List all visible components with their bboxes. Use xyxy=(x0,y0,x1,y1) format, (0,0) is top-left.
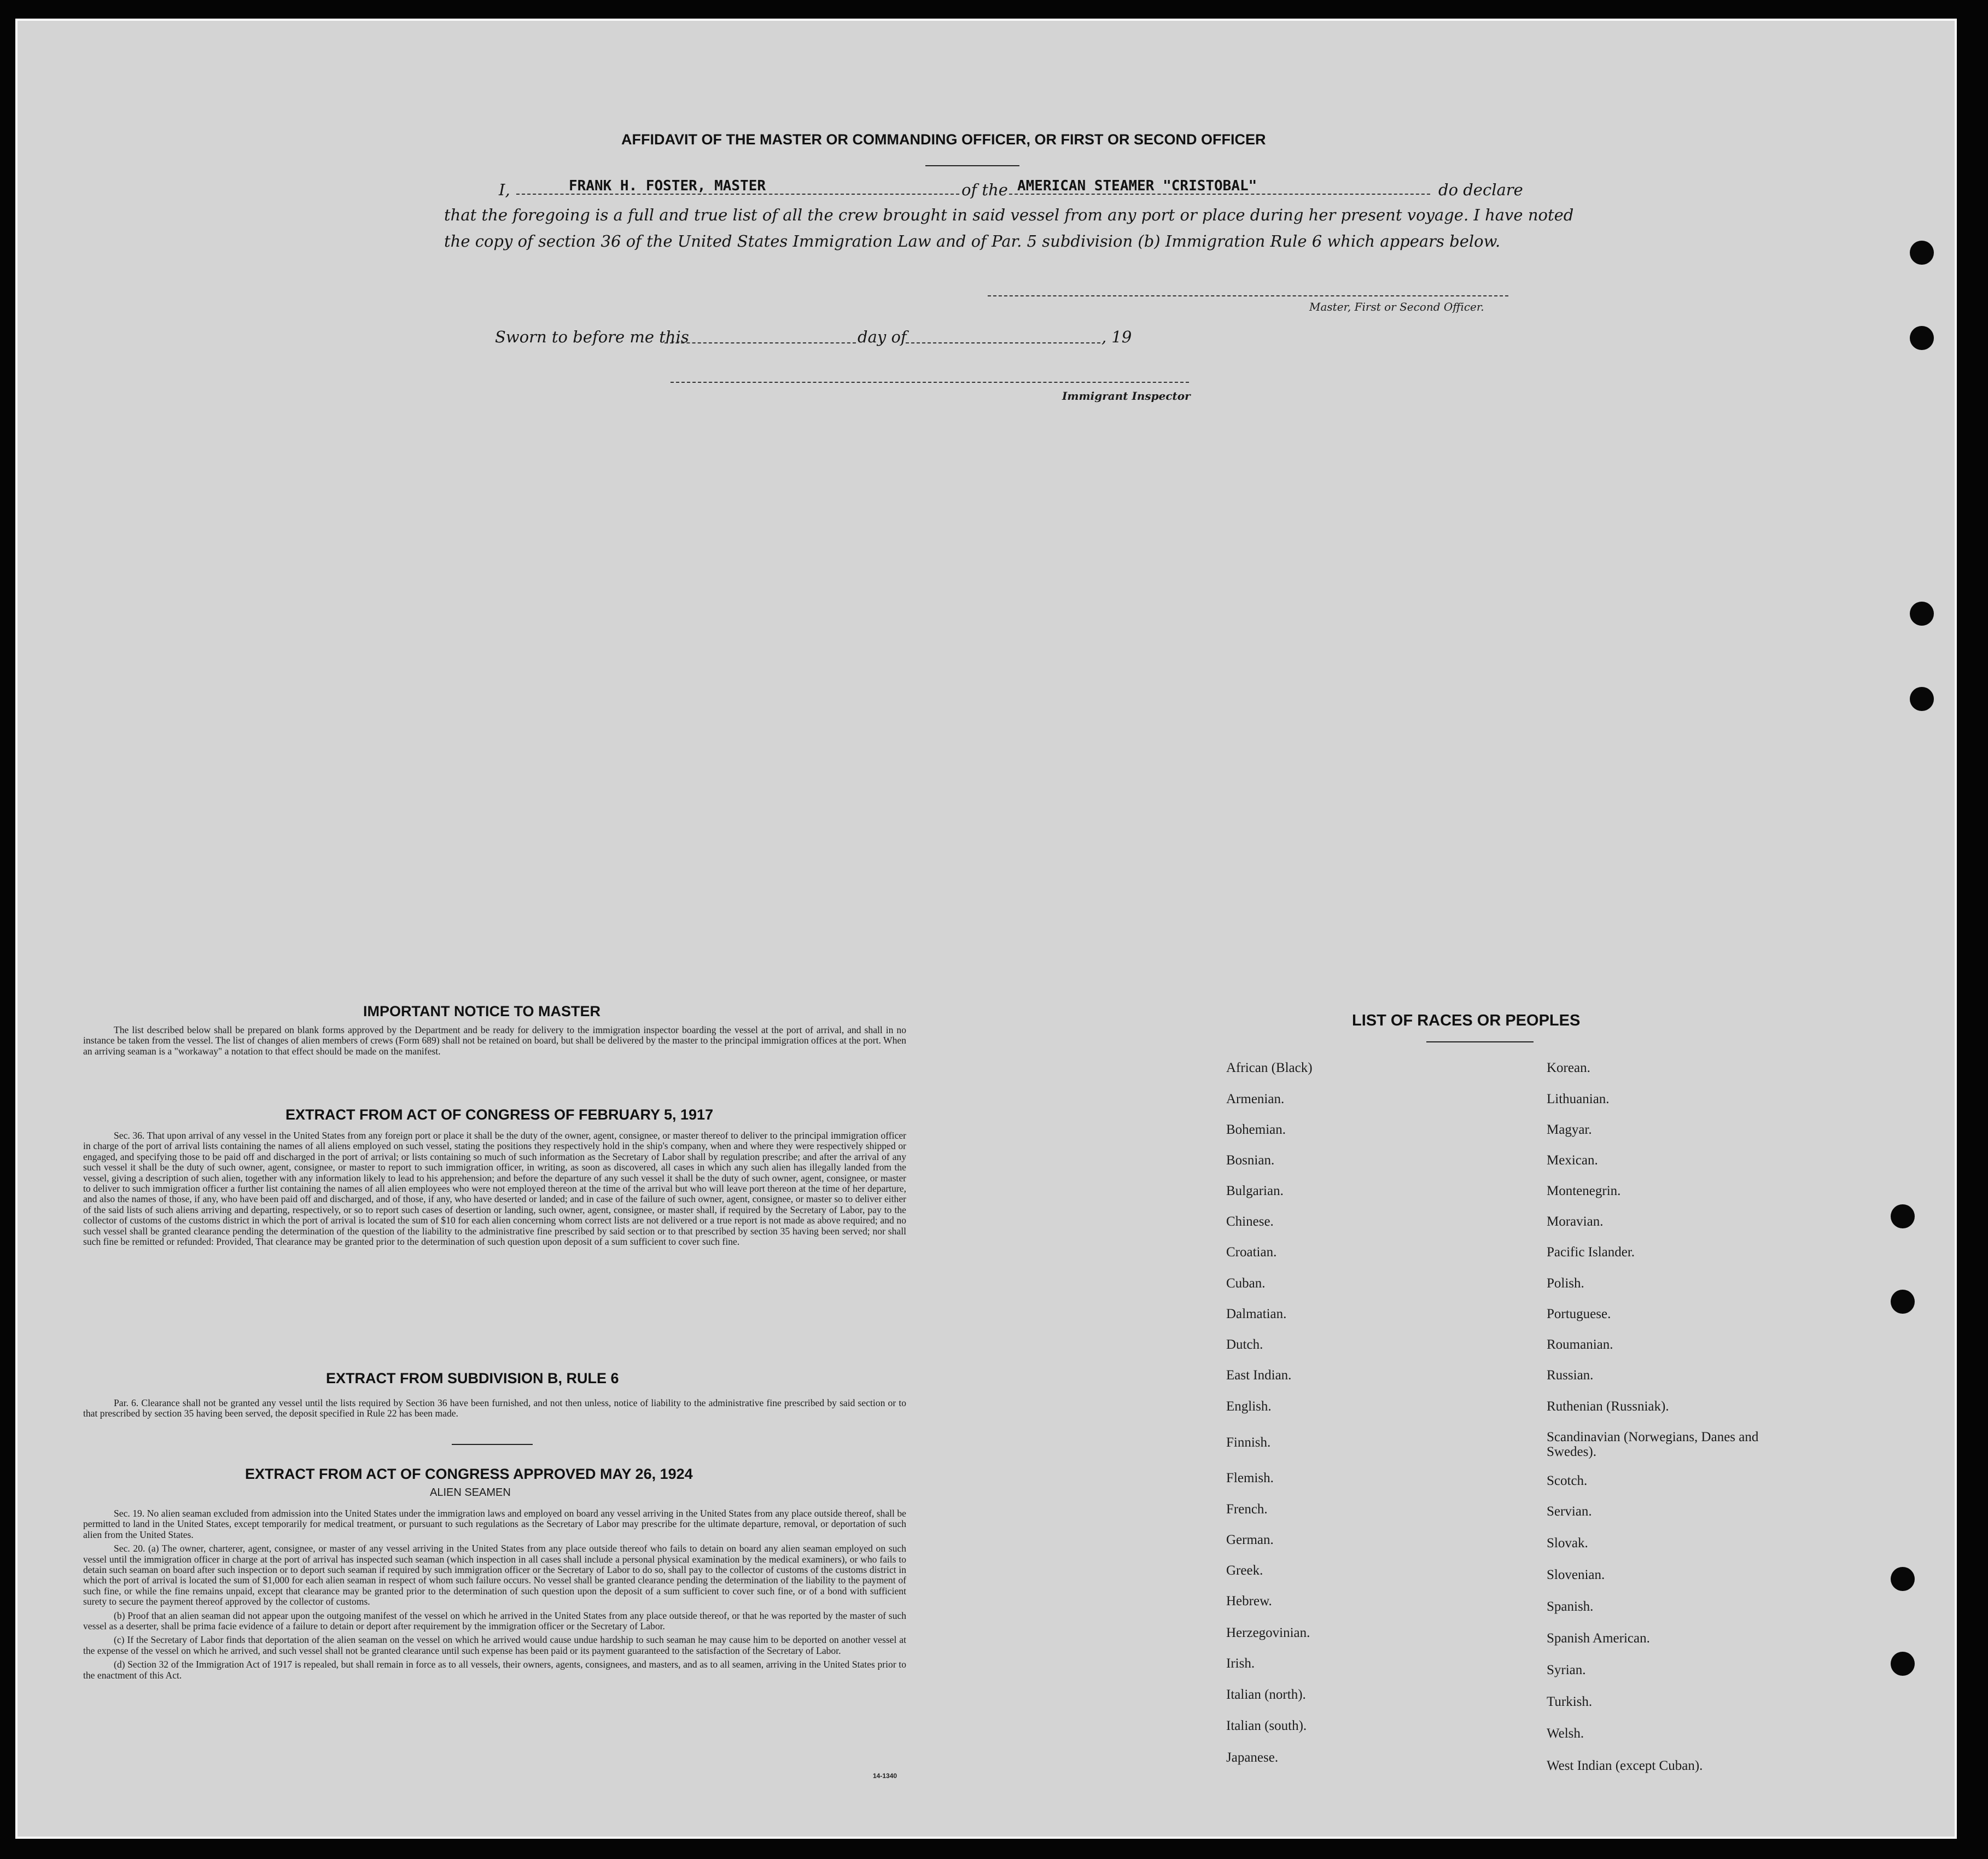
race-list-item: Greek. xyxy=(1226,1563,1263,1578)
race-list-item: Scotch. xyxy=(1547,1473,1588,1488)
race-list-item: Moravian. xyxy=(1547,1214,1604,1229)
extract-1917-text xyxy=(83,1130,906,1247)
notice-text xyxy=(83,1025,906,1057)
year-label: , 19 xyxy=(1101,328,1132,346)
race-list-item: Welsh. xyxy=(1547,1726,1584,1741)
race-list-item: West Indian (except Cuban). xyxy=(1547,1758,1703,1773)
sec-19-paragraph: Sec. 19. No alien seaman excluded from admission into the United States under the immigration laws and employed on board any vessel arriving in the United States from any place outside thereof, shall be permitted to land in the United States, except temporarily for medical treatment, or pursuant to such regulations as the Secretary of Labor may prescribe for the ultimate departure, removal, or deportation of such alien from the United States. xyxy=(83,1508,906,1540)
sec-36-paragraph: Sec. 36. That upon arrival of any vessel in the United States from any foreign port or place it shall be the duty of the owner, agent, consignee, or master thereof to deliver to the principal immigration officer in charge of the port of arrival lists containing the names of all aliens employed on such vessel, stating the positions they respectively hold in the ship's company, when and where they were respectively shipped or engaged, and specifying those to be paid off and discharged in the port of arrival; or lists containing so much of such information as the Secretary of Labor shall by regulation prescribe; and after the arrival of any such vessel it shall be the duty of such owner, agent, consignee, or master to report to such immigration officer, in writing, as soon as discovered, all cases in which any such alien has illegally landed from the vessel, giving a description of such alien, together with any information likely to lead to his apprehension; and before the departure of any such vessel it shall be the duty of such owner, agent, consignee, or master to deliver to such immigration officer a further list containing the names of all alien employees who were not employed thereon at the time of the arrival but who will leave port thereon at the time of her departure, and also the names of those, if any, who have been paid off and discharged, and of those, if any, who have deserted or landed; and in case of the failure of such owner, agent, consignee, or master so to deliver either of the said lists of such aliens arriving and departing, respectively, or so to report such cases of desertion or landing, such owner, agent, consignee, or master shall, if required by the Secretary of Labor, pay to the collector of customs of the customs district in which the port of arrival is located the sum of $10 for each alien concerning whom correct lists are not delivered or a true report is not made as above required; and no such vessel shall be granted clearance pending the determination of the question of the liability to the administrative fine prescribed by said section or to that prescribed by section 35 having been served; nor shall such fine be remitted or refunded: Provided, That clearance may be granted prior to the determination of such question upon deposit of a sum sufficient to cover such fine. xyxy=(83,1130,906,1248)
inspector-caption: Immigrant Inspector xyxy=(1062,389,1191,403)
race-list-item: Mexican. xyxy=(1547,1153,1598,1168)
sworn-month-line xyxy=(906,342,1100,343)
signature-caption: Master, First or Second Officer. xyxy=(1309,300,1484,313)
race-list-item: Chinese. xyxy=(1226,1214,1274,1229)
race-list-item: Korean. xyxy=(1547,1060,1590,1075)
race-list-item: Pacific Islander. xyxy=(1547,1245,1635,1260)
race-list-item: German. xyxy=(1226,1532,1274,1547)
race-list-item: Bohemian. xyxy=(1226,1122,1286,1137)
race-list-item: Japanese. xyxy=(1226,1750,1279,1765)
race-list-item: Italian (south). xyxy=(1226,1718,1307,1733)
sec-20a-paragraph: Sec. 20. (a) The owner, charterer, agent, consignee, or master of any vessel arriving in the United States from any place outside thereof who fails to detain on board any alien seaman employed on such vessel until the immigration officer in charge at the port of arrival has inspected such seaman (which inspection in all cases shall include a personal physical examination by the medical examiners), or who fails to detain such seaman on board after such inspection or to deport such seaman if required by such immigration officer or the Secretary of Labor to do so, shall pay to the collector of customs of the customs district in which the port of arrival is located the sum of $1,000 for each alien seaman in respect of whom such failure occurs. No vessel shall be granted clearance pending the determination of the liability to the payment of such fine, or while the fine remains unpaid, except that clearance may be granted prior to the determination of such question upon the deposit of a sum sufficient to cover such fine, or of a bond with sufficient surety to secure the payment thereof approved by the collector of customs. xyxy=(83,1543,906,1607)
binder-hole xyxy=(1891,1567,1915,1591)
race-list-item: Montenegrin. xyxy=(1547,1184,1621,1198)
par-6-paragraph: Par. 6. Clearance shall not be granted any vessel until the lists required by Section 36 have been furnished, and not then unless, notice of liability to the administrative fine prescribed by said section or to that prescribed by section 35 having been served, the deposit specified in Rule 22 has been made. xyxy=(83,1397,906,1419)
race-list-item: Polish. xyxy=(1547,1276,1584,1291)
of-the-label: of the xyxy=(961,180,1008,199)
sworn-day-line xyxy=(664,342,856,343)
race-list-item: Lithuanian. xyxy=(1547,1092,1610,1106)
race-list-item: Russian. xyxy=(1547,1368,1594,1383)
race-list-item: Croatian. xyxy=(1226,1245,1277,1260)
race-list-item: Cuban. xyxy=(1226,1276,1266,1291)
alien-seamen-subheading: ALIEN SEAMEN xyxy=(430,1487,511,1499)
title-divider xyxy=(925,165,1019,166)
sec-20b-paragraph: (b) Proof that an alien seaman did not appear upon the outgoing manifest of the vessel on which he arrived in the United States from any place outside thereof, or that he was reported by the master of such vessel as a deserter, shall be prima facie evidence of a failure to detain or deport after requirement by the immigration officer or the Secretary of Labor. xyxy=(83,1610,906,1632)
race-list-item: Ruthenian (Russniak). xyxy=(1547,1399,1669,1414)
binder-hole xyxy=(1910,326,1934,350)
race-list-item: Servian. xyxy=(1547,1504,1592,1519)
race-list-item: Turkish. xyxy=(1547,1694,1593,1709)
affidavit-line-2: that the foregoing is a full and true list of all the crew brought in said vessel from any port or place during her present voyage. I have noted xyxy=(444,206,1574,224)
do-declare-label: do declare xyxy=(1438,180,1523,199)
binder-hole xyxy=(1891,1290,1915,1314)
sec-20c-paragraph: (c) If the Secretary of Labor finds that deportation of the alien seaman on the vessel on which he arrived would cause undue hardship to such seaman he may cause him to be deported on another vessel at the expense of the vessel on which he arrived, and such vessel shall not be granted clearance until such expense has been paid or its payment guaranteed to the satisfaction of the Secretary of Labor. xyxy=(83,1634,906,1656)
race-list-item: Armenian. xyxy=(1226,1092,1285,1106)
race-list-item: Slovenian. xyxy=(1547,1567,1605,1582)
race-list-item: African (Black) xyxy=(1226,1060,1313,1075)
race-list-item: Roumanian. xyxy=(1547,1337,1613,1352)
race-list-item: Slovak. xyxy=(1547,1536,1588,1551)
race-list-item: French. xyxy=(1226,1502,1268,1517)
form-code: 14-1340 xyxy=(873,1772,897,1780)
binder-hole xyxy=(1910,687,1934,711)
binder-hole xyxy=(1910,241,1934,265)
notice-paragraph: The list described below shall be prepared on blank forms approved by the Department and be ready for delivery to the immigration inspector boarding the vessel at the port of arrival, and shall in no instance be taken from the vessel. The list of changes of alien members of crews (Form 689) shall not be retained on board, but shall be delivered by the master to the principal immigration offices at the port. When an arriving seaman is a "workaway" a notation to that effect should be made on the manifest. xyxy=(83,1024,906,1057)
race-list-item: Bulgarian. xyxy=(1226,1184,1284,1198)
rule6-divider xyxy=(452,1444,533,1445)
extract-1924-heading: EXTRACT FROM ACT OF CONGRESS APPROVED MAY 26, 1924 xyxy=(245,1466,693,1482)
race-list-item: Hebrew. xyxy=(1226,1594,1272,1609)
race-list-item: Spanish. xyxy=(1547,1599,1594,1614)
race-list-item: Dutch. xyxy=(1226,1337,1263,1352)
inspector-line xyxy=(671,382,1189,383)
extract-rule6-text xyxy=(83,1398,906,1419)
race-list-item: Irish. xyxy=(1226,1656,1255,1671)
notice-heading: IMPORTANT NOTICE TO MASTER xyxy=(363,1003,601,1019)
race-list-item: Syrian. xyxy=(1547,1663,1586,1677)
race-list-item: Scandinavian (Norwegians, Danes and Swedes). xyxy=(1547,1430,1759,1459)
vessel-name: AMERICAN STEAMER "CRISTOBAL" xyxy=(1017,178,1257,194)
race-list-item: Portuguese. xyxy=(1547,1307,1611,1321)
extract-1924-text xyxy=(83,1508,906,1681)
races-divider xyxy=(1426,1041,1534,1042)
race-list-item: English. xyxy=(1226,1399,1272,1414)
master-name: FRANK H. FOSTER, MASTER xyxy=(569,178,766,194)
race-list-item: East Indian. xyxy=(1226,1368,1292,1383)
binder-hole xyxy=(1891,1652,1915,1676)
race-list-item: Flemish. xyxy=(1226,1471,1274,1485)
race-list-item: Spanish American. xyxy=(1547,1631,1650,1646)
extract-rule6-heading: EXTRACT FROM SUBDIVISION B, RULE 6 xyxy=(326,1370,619,1386)
binder-hole xyxy=(1910,602,1934,626)
races-title: LIST OF RACES OR PEOPLES xyxy=(1352,1012,1581,1029)
affidavit-title: AFFIDAVIT OF THE MASTER OR COMMANDING OFFICER, OR FIRST OR SECOND OFFICER xyxy=(621,131,1266,148)
binder-hole xyxy=(1891,1204,1915,1228)
sworn-label: Sworn to before me this xyxy=(495,328,689,346)
race-list-item: Dalmatian. xyxy=(1226,1307,1287,1321)
race-list-item: Magyar. xyxy=(1547,1122,1592,1137)
sec-20d-paragraph: (d) Section 32 of the Immigration Act of 1917 is repealed, but shall remain in force as to all vessels, their owners, agents, consignees, and masters, and as to all seamen, arriving in the United States prior to the enactment of this Act. xyxy=(83,1659,906,1681)
race-list-item: Herzegovinian. xyxy=(1226,1625,1310,1640)
race-list-item: Finnish. xyxy=(1226,1435,1271,1450)
race-list-item: Italian (north). xyxy=(1226,1687,1306,1702)
i-label: I, xyxy=(499,180,510,199)
day-of-label: day of xyxy=(858,328,907,346)
signature-line xyxy=(988,295,1508,296)
extract-1917-heading: EXTRACT FROM ACT OF CONGRESS OF FEBRUARY 5, 1917 xyxy=(285,1106,714,1123)
affidavit-line-3: the copy of section 36 of the United States Immigration Law and of Par. 5 subdivision (b) Immigration Rule 6 which appears below. xyxy=(444,232,1501,250)
race-list-item: Bosnian. xyxy=(1226,1153,1275,1168)
